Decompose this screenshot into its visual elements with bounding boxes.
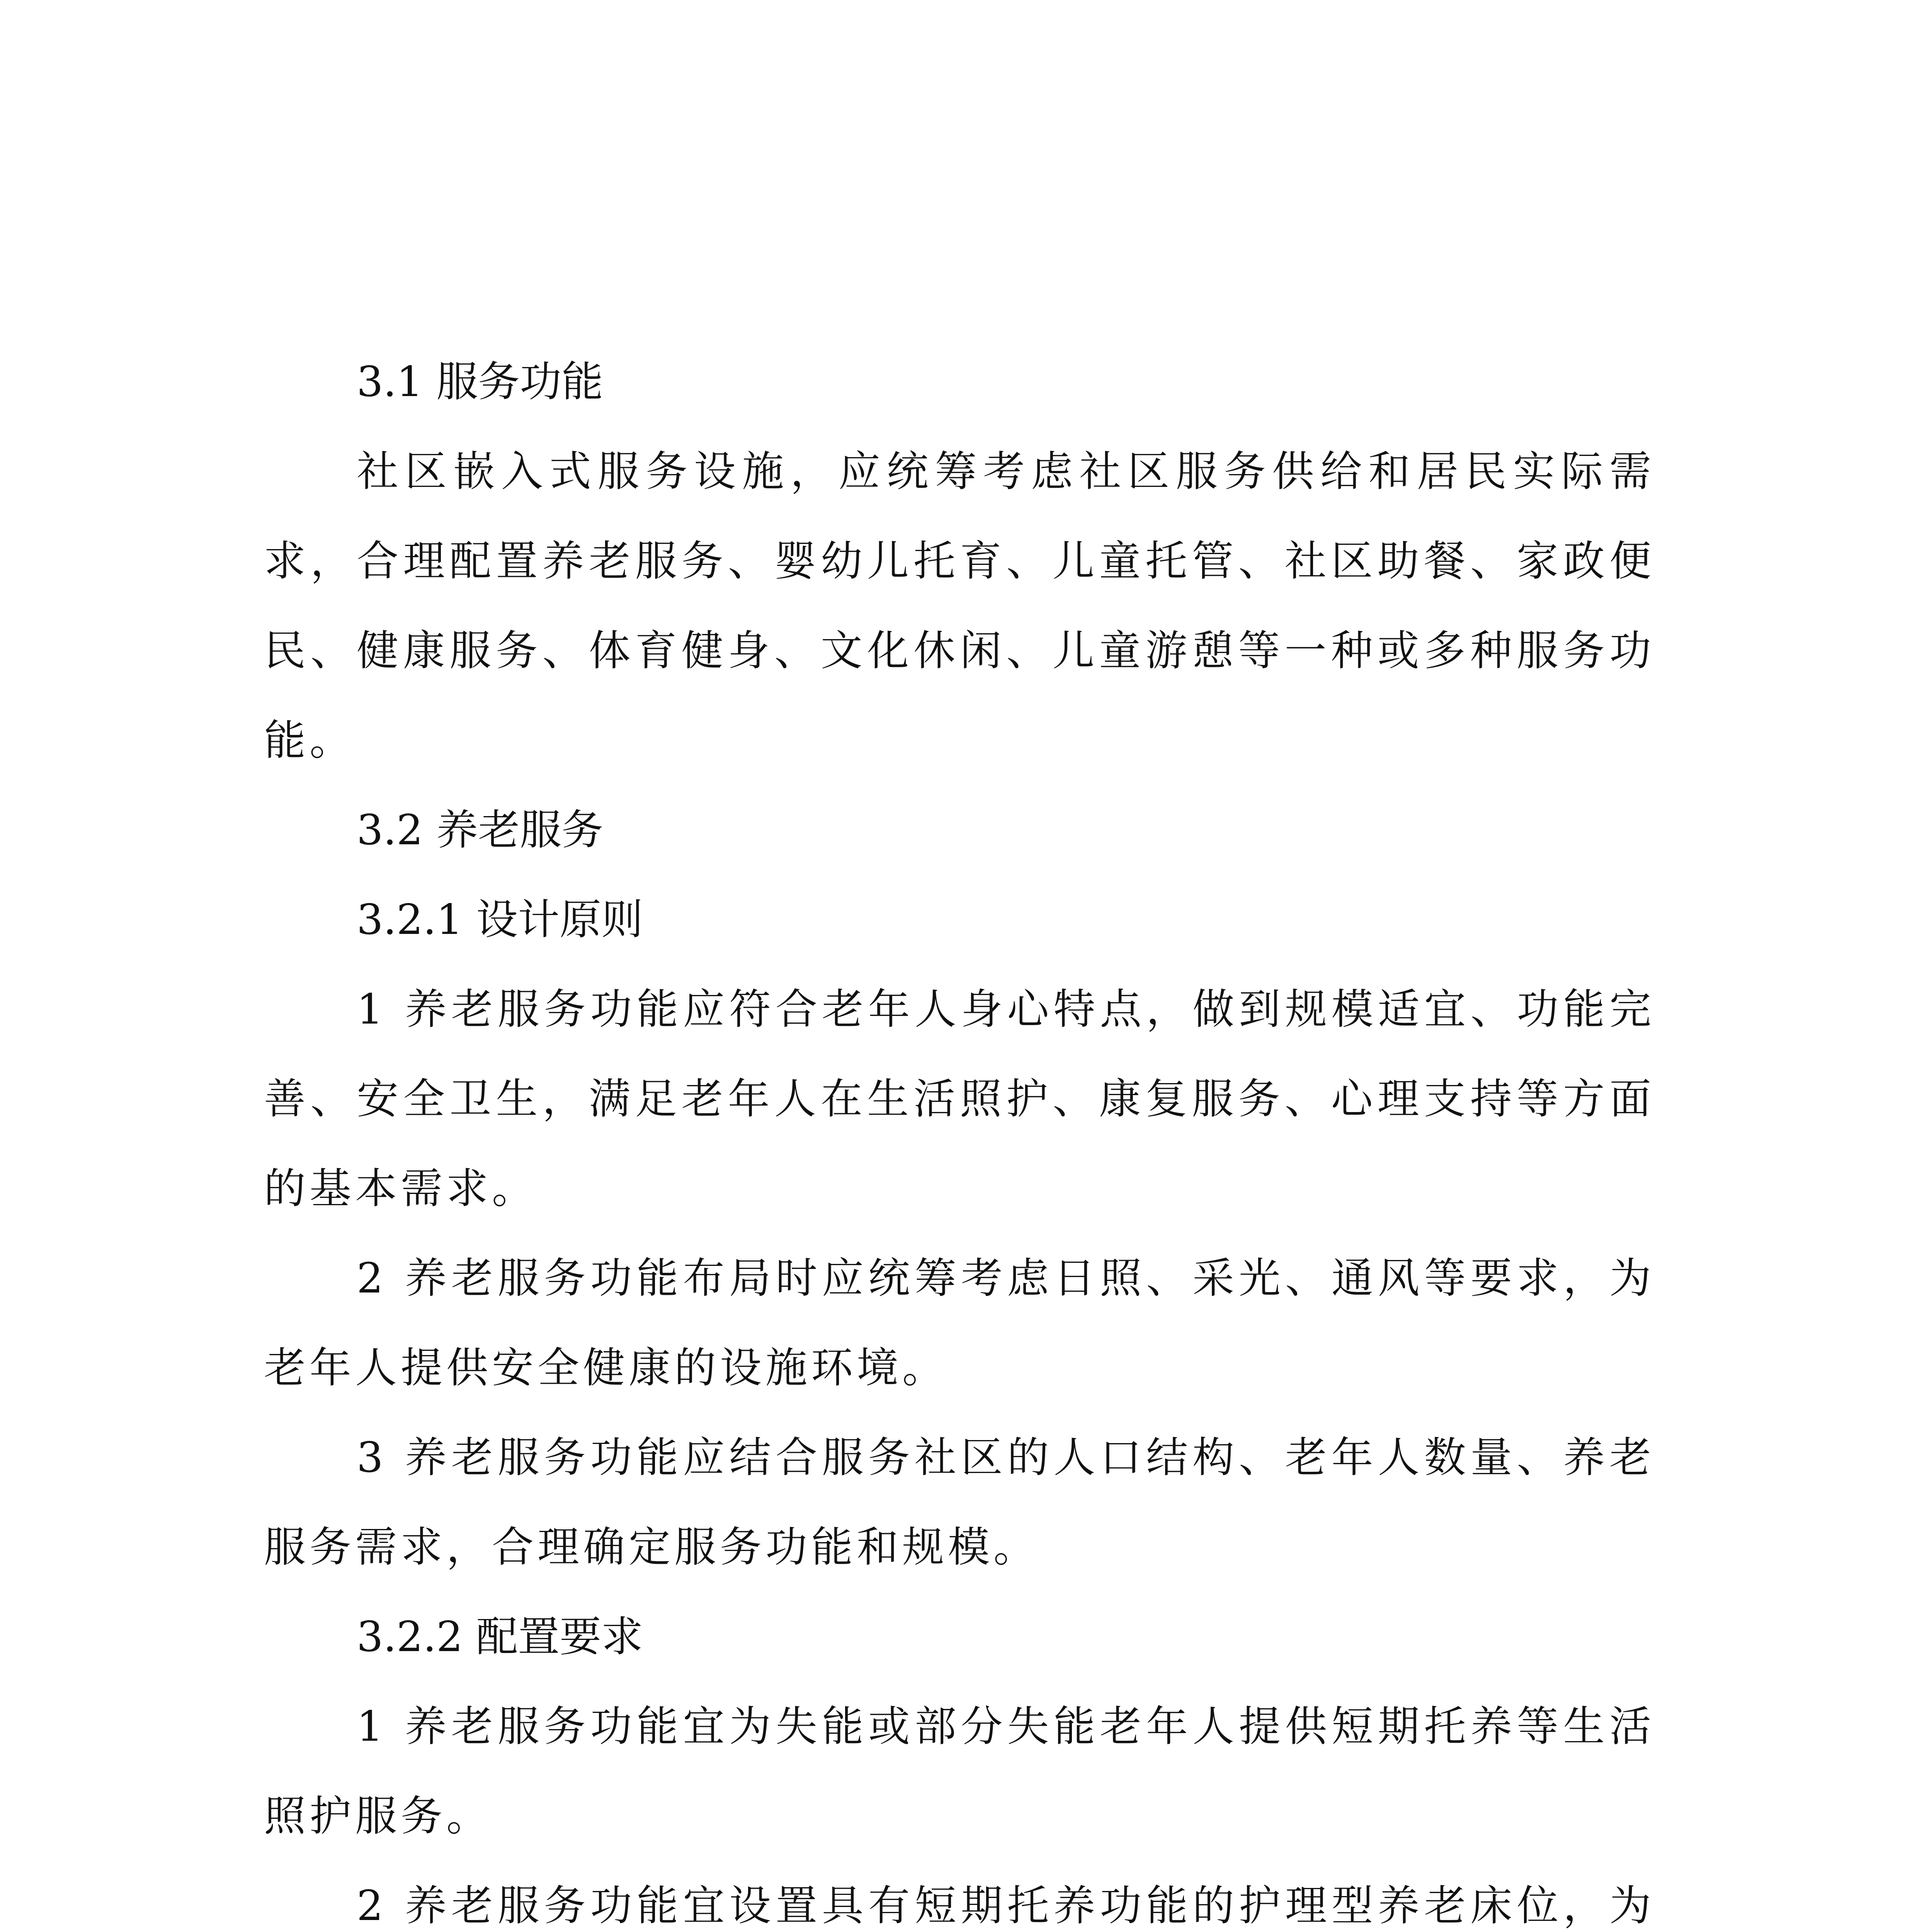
section-heading-3-2-1: 3.2.1 设计原则 bbox=[357, 896, 643, 944]
page-body bbox=[264, 337, 1655, 1932]
paragraph-service-functions: 社区嵌入式服务设施，应统筹考虑社区服务供给和居民实际需求，合理配置养老服务、婴幼儿托育、儿童托管、社区助餐、家政便民、健康服务、体育健身、文化休闲、儿童游憩等一种或多种服务功能。 bbox=[264, 447, 1655, 765]
paragraph-requirement-1: 1 养老服务功能宜为失能或部分失能老年人提供短期托养等生活照护服务。 bbox=[264, 1702, 1655, 1840]
section-heading-3-1: 3.1 服务功能 bbox=[357, 358, 604, 406]
paragraph-principle-2: 2 养老服务功能布局时应统筹考虑日照、采光、通风等要求，为老年人提供安全健康的设施环境。 bbox=[264, 1254, 1655, 1392]
paragraph-principle-1: 1 养老服务功能应符合老年人身心特点，做到规模适宜、功能完善、安全卫生，满足老年人在生活照护、康复服务、心理支持等方面的基本需求。 bbox=[264, 985, 1655, 1213]
section-heading-3-2: 3.2 养老服务 bbox=[357, 806, 604, 854]
paragraph-requirement-2: 2 养老服务功能宜设置具有短期托养功能的护理型养老床位，为 bbox=[357, 1882, 1655, 1930]
paragraph-principle-3: 3 养老服务功能应结合服务社区的人口结构、老年人数量、养老服务需求，合理确定服务功能和规模。 bbox=[264, 1434, 1655, 1571]
section-heading-3-2-2: 3.2.2 配置要求 bbox=[357, 1613, 643, 1661]
